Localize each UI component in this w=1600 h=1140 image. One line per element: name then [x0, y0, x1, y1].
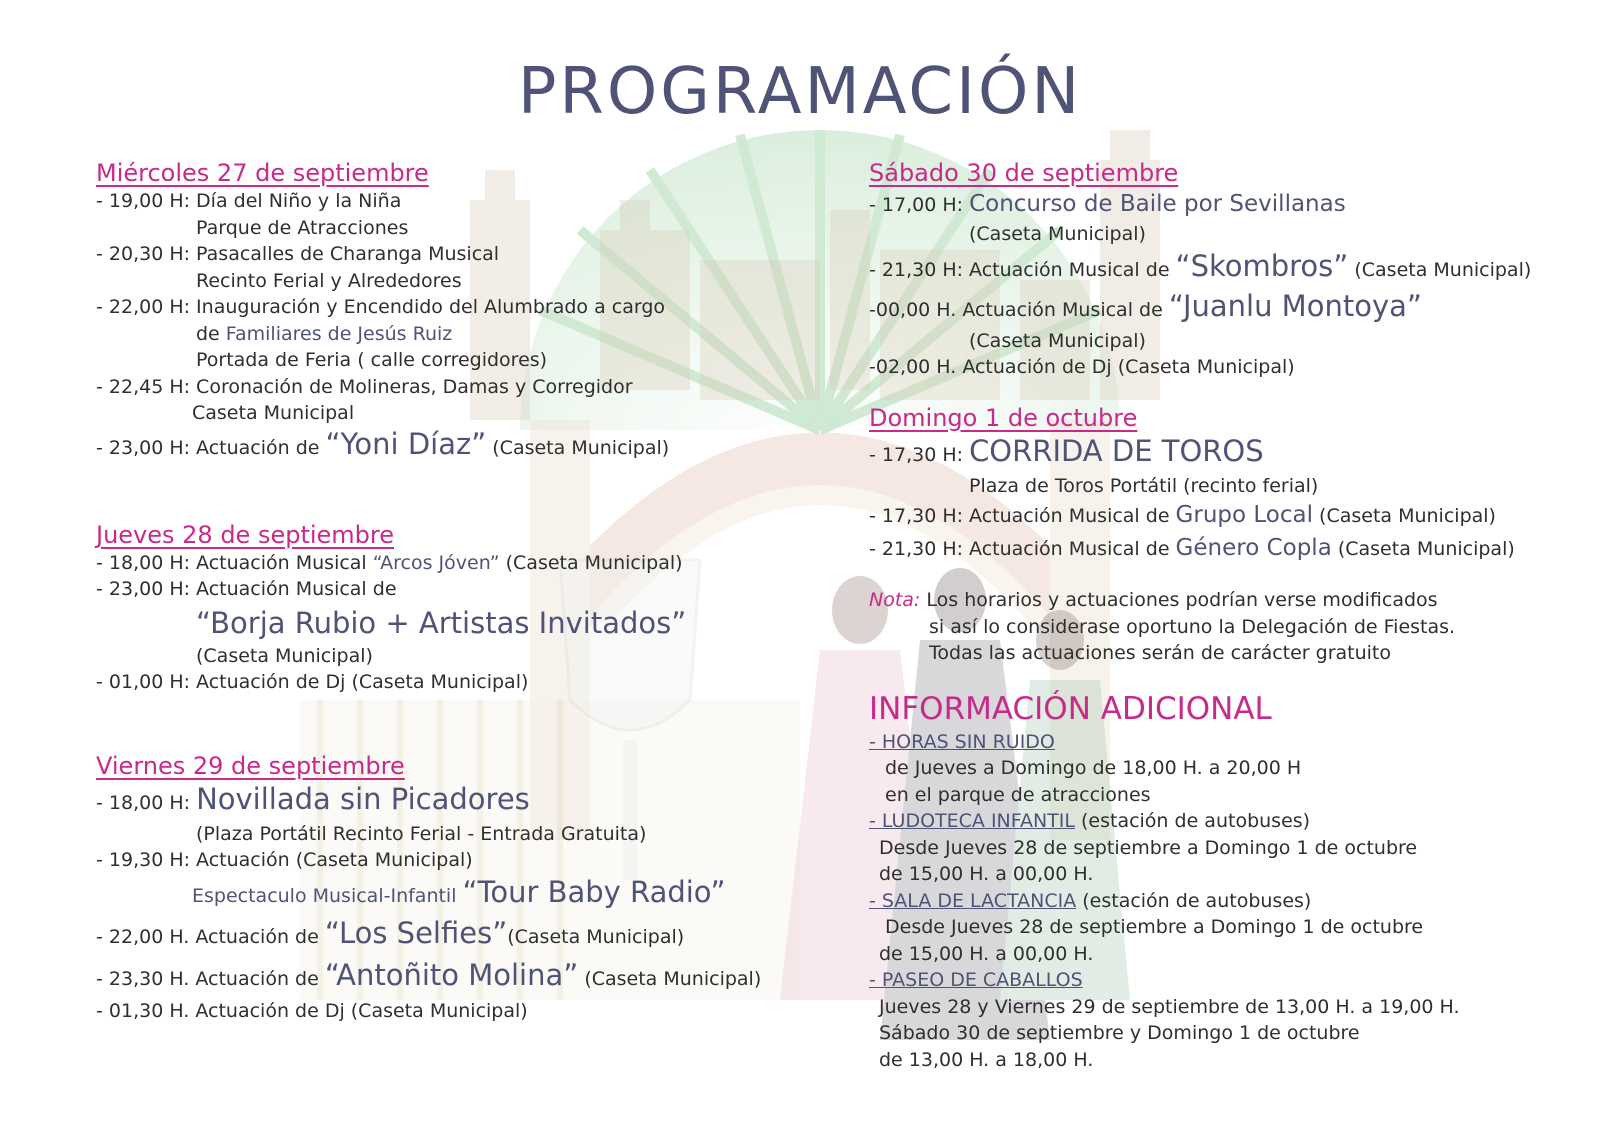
event-line: [96, 550, 796, 577]
event-text: - 17,00 H:: [869, 194, 970, 216]
info-heading-text: - PASEO DE CABALLOS: [869, 969, 1083, 991]
event-text: (Caseta Municipal): [507, 925, 685, 948]
event-line: - 22,00 H: Inauguración y Encendido del Alumbrado a cargo: [96, 296, 666, 318]
event-line: [96, 781, 796, 821]
spacer: [869, 381, 1589, 403]
event-artist: “Skombros”: [1175, 248, 1349, 283]
event-text: - 23,30 H. Actuación de: [96, 967, 325, 990]
info-line: en el parque de atracciones: [885, 783, 1151, 806]
info-line: Desde Jueves 28 de septiembre a Domingo 1 de octubre: [879, 836, 1418, 859]
event-artist: “Juanlu Montoya”: [1168, 288, 1422, 323]
day-block-thursday: [96, 520, 796, 696]
spacer: [96, 696, 796, 751]
event-text: (Caseta Municipal): [578, 967, 762, 990]
nota-line: Todas las actuaciones serán de carácter gratuito: [929, 642, 1392, 664]
day-block-sunday: [869, 403, 1589, 566]
day-heading: Jueves 28 de septiembre: [96, 520, 395, 549]
event-line: [869, 248, 1589, 288]
event-detail: (Caseta Municipal): [969, 223, 1146, 245]
event-detail: Caseta Municipal: [192, 402, 355, 424]
event-artist: CORRIDA DE TOROS: [969, 433, 1264, 468]
nota-line: [869, 587, 1589, 614]
event-line: - 01,30 H. Actuación de Dj (Caseta Municipal): [96, 999, 528, 1022]
event-artist: “Tour Baby Radio”: [462, 874, 726, 909]
event-line: [96, 914, 796, 956]
event-line: - 19,30 H: Actuación (Caseta Municipal): [96, 849, 473, 871]
info-heading-text: - HORAS SIN RUIDO: [869, 730, 1055, 753]
day-heading: Domingo 1 de octubre: [869, 403, 1138, 432]
info-line: de 15,00 H. a 00,00 H.: [879, 863, 1094, 885]
day-block-saturday: [869, 158, 1589, 381]
spacer: [869, 565, 1589, 587]
event-text: (Caseta Municipal): [499, 551, 683, 574]
event-line: [869, 532, 1589, 565]
page-title: PROGRAMACIÓN: [517, 55, 1083, 129]
event-line: [96, 956, 796, 998]
info-line: Sábado 30 de septiembre y Domingo 1 de octubre: [879, 1022, 1360, 1044]
info-line: de 13,00 H. a 18,00 H.: [879, 1048, 1094, 1071]
day-heading: Viernes 29 de septiembre: [96, 751, 405, 780]
event-detail: Plaza de Toros Portátil (recinto ferial): [969, 474, 1319, 497]
event-text: - 21,30 H: Actuación Musical de: [869, 258, 1176, 281]
event-artist: Concurso de Baile por Sevillanas: [969, 191, 1346, 217]
event-artist: “Arcos Jóven”: [372, 551, 500, 574]
day-heading: Sábado 30 de septiembre: [869, 159, 1179, 187]
info-heading-suffix: (estación de autobuses): [1074, 810, 1311, 832]
day-block-wednesday: [96, 158, 796, 465]
nota-text: Los horarios y actuaciones podrían verse modificados: [920, 589, 1438, 611]
event-line: [96, 427, 796, 465]
info-heading-text: - LUDOTECA INFANTIL: [869, 810, 1075, 832]
event-artist: “Los Selfies”: [324, 915, 508, 950]
event-line: [869, 499, 1589, 532]
nota-line: si así lo considerase oportuno la Delegación de Fiestas.: [929, 615, 1456, 638]
event-detail: (Caseta Municipal): [969, 329, 1146, 352]
info-heading: [869, 808, 1589, 835]
event-text: - 18,00 H: Actuación Musical: [96, 551, 373, 574]
event-artist: “Antoñito Molina”: [324, 957, 579, 992]
event-detail: [96, 321, 796, 348]
event-artist: Género Copla: [1175, 535, 1332, 561]
info-title: INFORMACIÓN ADICIONAL: [869, 690, 1272, 727]
right-column: [869, 158, 1589, 1073]
info-line: Desde Jueves 28 de septiembre a Domingo 1 de octubre: [885, 916, 1424, 938]
event-artist: “Borja Rubio + Artistas Invitados”: [196, 605, 687, 640]
event-line: [869, 433, 1589, 473]
event-detail: [96, 874, 796, 914]
event-line: - 20,30 H: Pasacalles de Charanga Musical: [96, 243, 500, 265]
event-text: - 21,30 H: Actuación Musical de: [869, 538, 1176, 560]
event-detail: Recinto Ferial y Alrededores: [196, 269, 462, 292]
event-artist: “Yoni Díaz”: [325, 426, 487, 461]
event-line: - 19,00 H: Día del Niño y la Niña: [96, 190, 402, 212]
info-heading-suffix: (estación de autobuses): [1076, 889, 1312, 912]
event-text: -00,00 H. Actuación Musical de: [869, 298, 1169, 321]
day-heading: Miércoles 27 de septiembre: [96, 159, 429, 187]
info-heading-text: - SALA DE LACTANCIA: [869, 889, 1077, 912]
info-line: Jueves 28 y Viernes 29 de septiembre de 13,00 H. a 19,00 H.: [879, 995, 1460, 1018]
event-artist: Grupo Local: [1175, 502, 1313, 528]
info-heading: [869, 967, 1589, 994]
event-line: - 01,00 H: Actuación de Dj (Caseta Municipal): [96, 671, 529, 693]
spacer: [869, 667, 1589, 689]
event-text: (Caseta Municipal): [1331, 538, 1515, 560]
info-block: [869, 689, 1589, 1074]
left-column: [96, 158, 796, 1024]
event-text: - 17,30 H: Actuación Musical de: [869, 505, 1176, 527]
event-detail: (Plaza Portátil Recinto Ferial - Entrada Gratuita): [196, 822, 647, 845]
event-line: [869, 288, 1589, 328]
info-heading: [869, 729, 1589, 756]
event-text: - 22,00 H. Actuación de: [96, 925, 325, 948]
event-detail: Parque de Atracciones: [196, 216, 409, 239]
event-line: [869, 188, 1589, 221]
event-text: (Caseta Municipal): [486, 436, 670, 459]
info-line: de 15,00 H. a 00,00 H.: [879, 942, 1094, 965]
event-text: de: [196, 322, 226, 345]
event-text: - 23,00 H: Actuación de: [96, 436, 326, 459]
event-text: (Caseta Municipal): [1313, 505, 1496, 527]
event-detail: Portada de Feria ( calle corregidores): [196, 349, 548, 371]
event-highlight: Familiares de Jesús Ruiz: [225, 322, 453, 345]
event-artist: Novillada sin Picadores: [196, 781, 530, 816]
info-line: de Jueves a Domingo de 18,00 H. a 20,00 H: [885, 757, 1302, 779]
nota-block: [869, 587, 1589, 667]
event-text: - 18,00 H:: [96, 791, 197, 814]
spacer: [96, 465, 796, 520]
info-heading: [869, 888, 1589, 915]
event-text: Espectaculo Musical-Infantil: [192, 884, 463, 907]
event-text: - 17,30 H:: [869, 443, 970, 466]
event-text: (Caseta Municipal): [1348, 258, 1532, 281]
event-detail: (Caseta Municipal): [196, 644, 373, 667]
event-line: - 23,00 H: Actuación Musical de: [96, 578, 397, 600]
event-line: -02,00 H. Actuación de Dj (Caseta Municipal): [869, 356, 1295, 378]
event-line: - 22,45 H: Coronación de Molineras, Damas y Corregidor: [96, 375, 633, 398]
nota-label: Nota:: [869, 589, 921, 611]
day-block-friday: [96, 751, 796, 1025]
